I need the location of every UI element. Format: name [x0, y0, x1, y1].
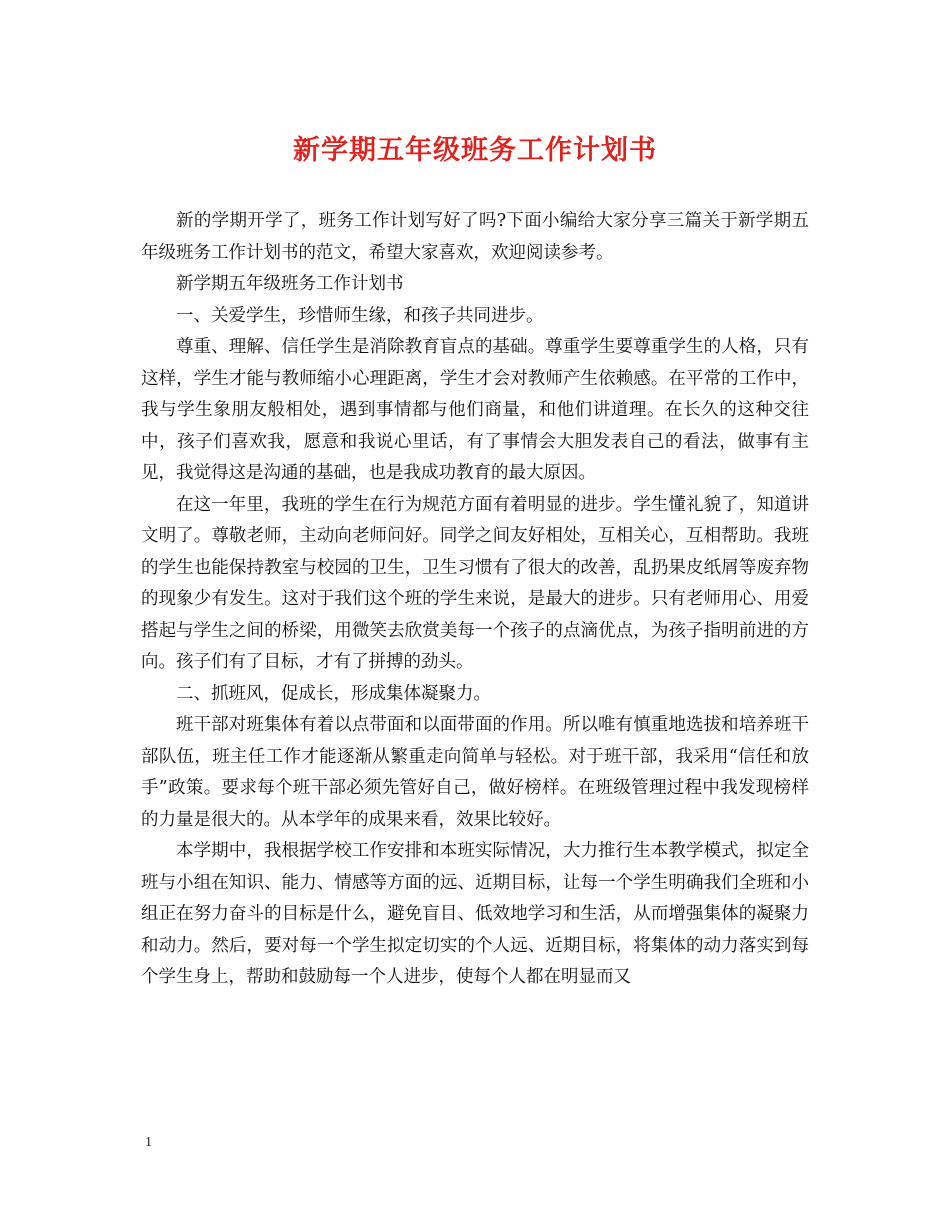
paragraph-class-cadres: 班干部对班集体有着以点带面和以面带面的作用。所以唯有慎重地选拔和培养班干部队伍，班主任工作才能逐渐从繁重走向简单与轻松。对于班干部，我采用“信任和放手”政策。要求每个班干部必须先管好自己，做好榜样。在班级管理过程中我发现榜样的力量是很大的。从本学年的成果来看，效果比较好。: [141, 715, 809, 830]
page-number: 1: [145, 1135, 152, 1150]
paragraph-progress: 在这一年里，我班的学生在行为规范方面有着明显的进步。学生懂礼貌了，知道讲文明了。尊敬老师，主动向老师问好。同学之间友好相处，互相关心，互相帮助。我班的学生也能保持教室与校园的卫生，卫生习惯有了很大的改善，乱扔果皮纸屑等废弃物的现象少有发生。这对于我们这个班的学生来说，是最大的进步。只有老师用心、用爱搭起与学生之间的桥梁，用微笑去欣赏美每一个孩子的点滴优点，为孩子指明前进的方向。孩子们有了目标，才有了拼搏的劲头。: [141, 494, 809, 672]
paragraph-intro: 新的学期开学了，班务工作计划写好了吗?下面小编给大家分享三篇关于新学期五年级班务工作计划书的范文，希望大家喜欢，欢迎阅读参考。: [141, 211, 809, 263]
document-body: [141, 206, 809, 994]
paragraph-heading-1: 一、关爱学生，珍惜师生缘，和孩子共同进步。: [176, 305, 544, 326]
paragraph-respect: 尊重、理解、信任学生是消除教育盲点的基础。尊重学生要尊重学生的人格，只有这样，学生才能与教师缩小心理距离，学生才会对教师产生依赖感。在平常的工作中，我与学生象朋友般相处，遇到事情都与他们商量，和他们讲道理。在长久的这种交往中，孩子们喜欢我，愿意和我说心里话，有了事情会大胆发表自己的看法，做事有主见，我觉得这是沟通的基础，也是我成功教育的最大原因。: [141, 337, 809, 483]
document-title: 新学期五年级班务工作计划书: [293, 135, 657, 166]
paragraph-subtitle: 新学期五年级班务工作计划书: [176, 274, 404, 294]
paragraph-heading-2: 二、抓班风，促成长，形成集体凝聚力。: [176, 683, 491, 704]
paragraph-semester-plan: 本学期中，我根据学校工作安排和本班实际情况，大力推行生本教学模式，拟定全班与小组在知识、能力、情感等方面的远、近期目标，让每一个学生明确我们全班和小组正在努力奋斗的目标是什么，避免盲目、低效地学习和生活，从而增强集体的凝聚力和动力。然后，要对每一个学生拟定切实的个人远、近期目标，将集体的动力落实到每个学生身上，帮助和鼓励每一个人进步，使每个人都在明显而又: [141, 841, 809, 987]
